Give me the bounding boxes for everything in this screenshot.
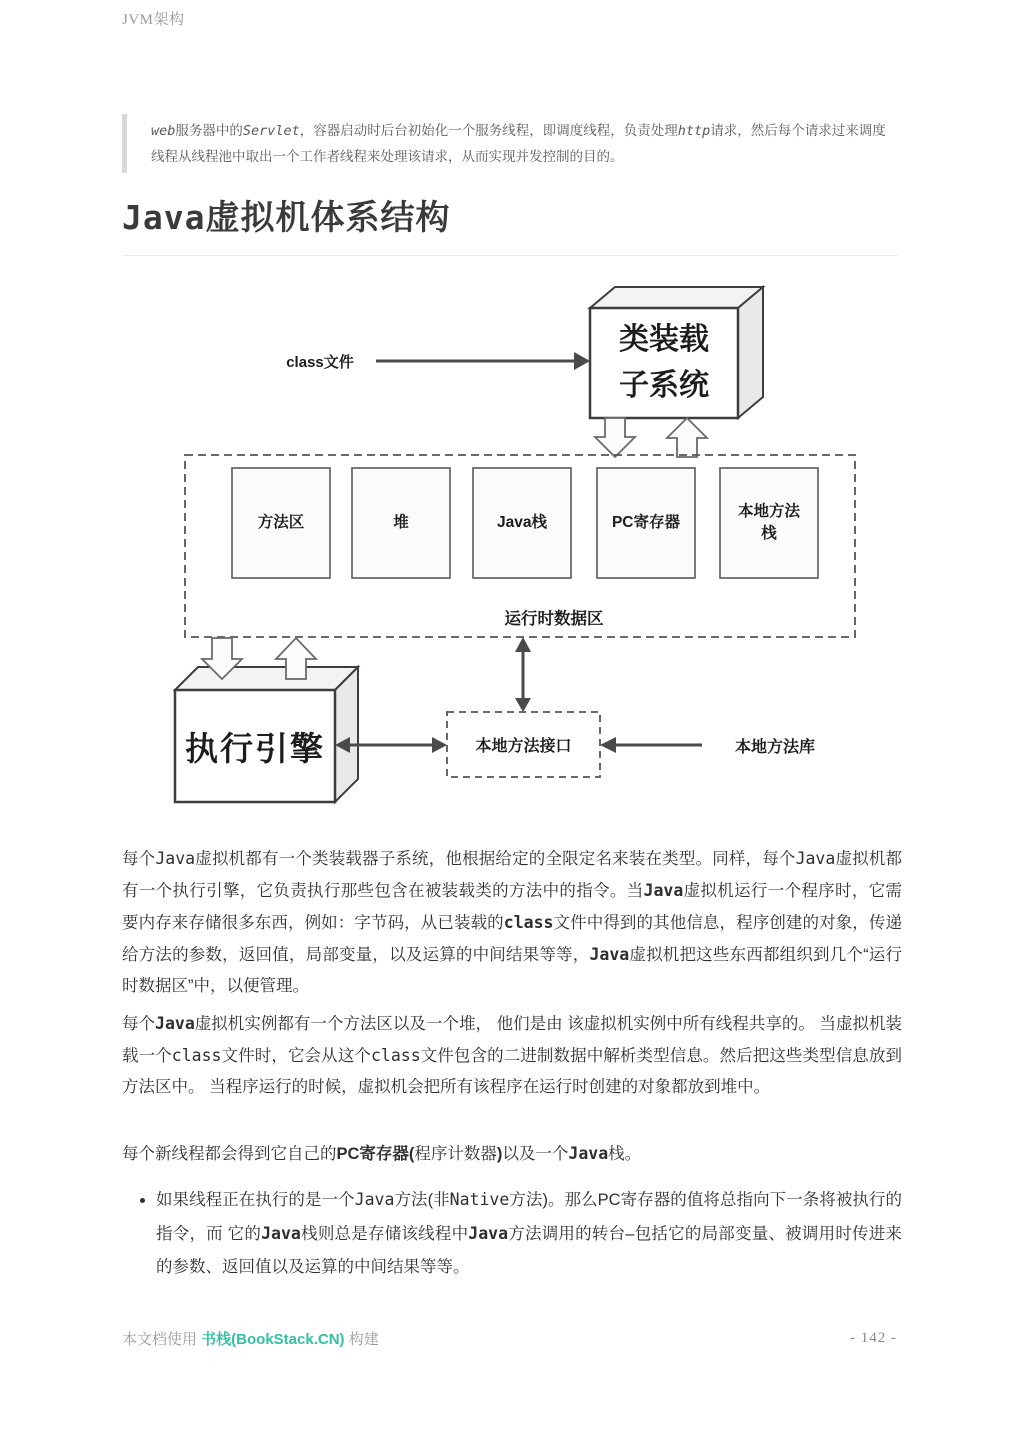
text-segment: ，容器启动时后台初始化一个服务线程，即调度线程，负责处理 [299, 123, 678, 138]
text-segment: Java [643, 881, 684, 900]
text-segment: class [503, 913, 554, 932]
java-stack-label: Java栈 [497, 514, 547, 531]
text-segment: 虚拟机都有一个执行引擎，它负责执行那些包含在被装载类的方法中的指令。当 [122, 850, 903, 900]
text-segment: 文件时，它会从这个 [221, 1047, 371, 1065]
pc-register-box [597, 468, 695, 578]
text-segment: Java [122, 198, 206, 237]
method-area-label: 方法区 [257, 514, 305, 531]
text-segment: Servlet [242, 123, 300, 139]
jvm-architecture-diagram [150, 270, 890, 830]
text-segment: 文件中得到的其他信息，程序创建的对象，传递给方法的参数，返回值，局部变量，以及运算的中间结果等等， [122, 914, 903, 964]
text-segment: PC寄存器( [336, 1145, 415, 1163]
class-loader-line2: 子系统 [619, 369, 709, 402]
text-segment: 虚拟机体系结构 [205, 199, 451, 237]
text-segment: 每个 [122, 1015, 156, 1033]
block-arrow-loader-down [595, 418, 635, 457]
heap-label: 堆 [393, 514, 409, 531]
arrow-library-to-interface [600, 737, 702, 753]
pc-register-label: PC寄存器 [611, 514, 681, 531]
arrow-classfile-to-loader [376, 352, 590, 370]
class-loader-line1: 类装载 [619, 323, 709, 356]
quote-block [122, 114, 898, 173]
java-stack-box [473, 468, 571, 578]
text-segment: ) [496, 1145, 503, 1163]
native-method-stack-line2: 栈 [761, 525, 777, 542]
block-arrow-loader-up [667, 418, 707, 457]
page-header-title: JVM架构 [122, 12, 185, 28]
text-segment: http [677, 123, 711, 139]
bullet-list [136, 1183, 902, 1284]
execution-engine-label: 执行引擎 [185, 729, 325, 767]
text-segment: 如果线程正在执行的是一个 [156, 1191, 355, 1209]
text-segment: Java [155, 849, 196, 868]
text-segment: 每个 [122, 850, 156, 868]
text-segment: 虚拟机运行一个程序时，它需要内存来存储很多东西，例如：字节码，从已装载的 [122, 882, 903, 932]
text-segment: 方法调用的转台–包括它的局部变量、被调用时传进来的参数、返回值以及运算的中间结果等等。 [156, 1225, 902, 1276]
text-segment: 栈。 [608, 1145, 642, 1163]
text-segment: 虚拟机实例都有一个方法区以及一个堆， 他们是由 该虚拟机实例中所有线程共享的。 当虚拟机装载一个 [122, 1015, 902, 1065]
native-method-library-label: 本地方法库 [734, 738, 815, 756]
text-segment: Java [468, 1224, 509, 1243]
text-segment: 方法(非 [394, 1191, 450, 1209]
body-paragraph-3 [122, 1138, 902, 1170]
text-segment: 请求，然后每个请求过来调度线程从线程池中取出一个工作者线程来处理该请求，从而实现并发控制的目的。 [151, 123, 886, 164]
class-loader-subsystem-box [590, 308, 738, 418]
native-method-stack-box [720, 468, 818, 578]
text-segment: Java [354, 1190, 395, 1209]
class-file-label: class文件 [286, 353, 354, 371]
native-method-interface-label: 本地方法接口 [475, 738, 572, 755]
text-segment: 每个新线程都会得到它自己的 [122, 1145, 337, 1163]
arrow-runtime-to-native-interface [515, 637, 531, 712]
page-number: - 142 - [850, 1330, 897, 1346]
text-segment: Java [568, 1144, 609, 1163]
text-segment: Java [589, 945, 630, 964]
native-method-stack-line1: 本地方法 [737, 503, 800, 520]
text-segment: Java [795, 849, 836, 868]
bullet-item-1 [156, 1183, 902, 1284]
text-segment: 虚拟机把这些东西都组织到几个“运行时数据区”中，以便管理。 [122, 946, 903, 995]
text-segment: 程序计数器 [414, 1145, 497, 1163]
text-segment: Java [261, 1224, 301, 1243]
text-segment: Java [155, 1014, 195, 1033]
bookstack-link[interactable]: 书栈(BookStack.CN) [201, 1331, 345, 1348]
method-area-box [232, 468, 330, 578]
text-segment: 方法)。那么PC寄存器的值将总指向下一条将被执行的指令，而 它的 [156, 1191, 902, 1243]
text-segment: 虚拟机都有一个类装载器子系统，他根据给定的全限定名来装在类型。同样，每个 [195, 850, 796, 868]
runtime-data-area-label: 运行时数据区 [504, 610, 604, 628]
text-segment: Native [449, 1190, 510, 1209]
footer-build-note [122, 1328, 379, 1349]
text-segment: 服务器中的 [175, 123, 243, 138]
text-segment: class [370, 1046, 421, 1065]
text-segment: web [151, 123, 176, 139]
text-segment: 栈则总是存储该线程中 [300, 1225, 469, 1243]
heap-box [352, 468, 450, 578]
text-segment: 以及一个 [502, 1145, 569, 1163]
page-title [122, 190, 898, 256]
text-segment: 文件包含的二进制数据中解析类型信息。然后把这些类型信息放到方法区中。 当程序运行的时候，虚拟机会把所有该程序在运行时创建的对象都放到堆中。 [122, 1047, 903, 1096]
body-paragraph-2 [122, 1008, 902, 1103]
footer-suffix: 构建 [344, 1331, 379, 1348]
text-segment: class [171, 1046, 222, 1065]
body-paragraph-1 [122, 843, 902, 1002]
footer-prefix: 本文档使用 [122, 1331, 202, 1348]
